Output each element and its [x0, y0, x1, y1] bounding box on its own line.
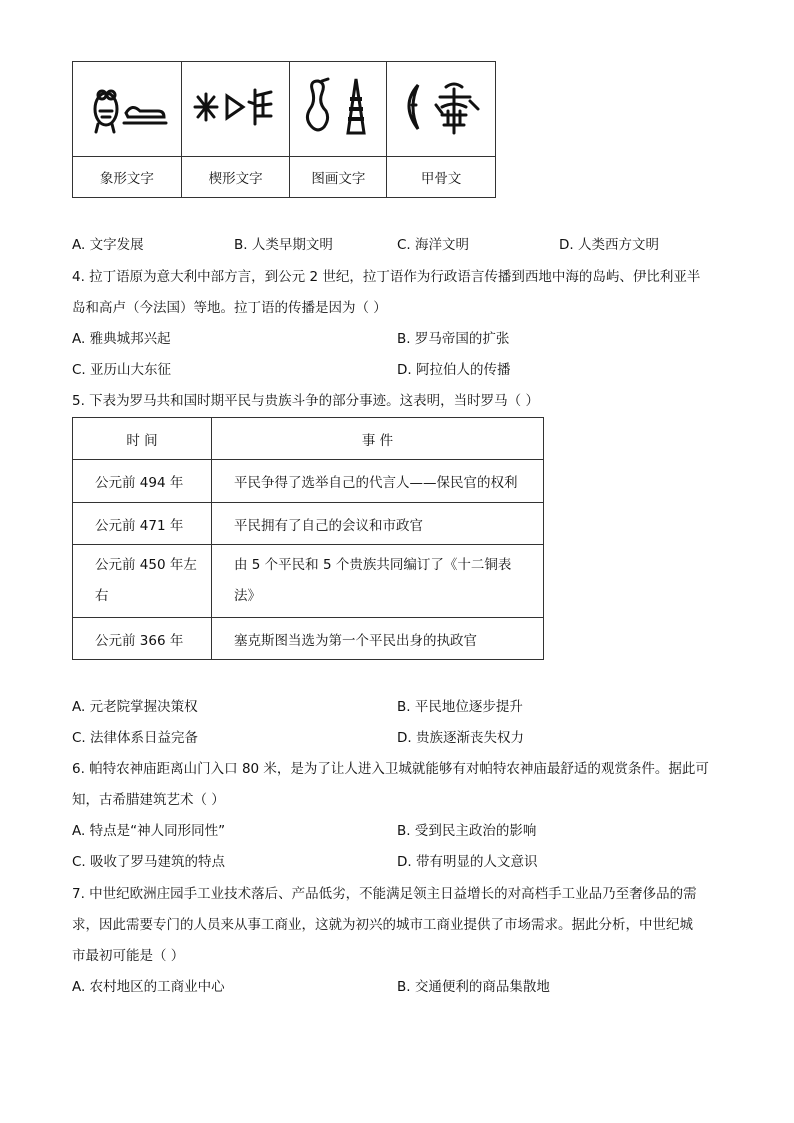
cuneiform-icon	[191, 82, 281, 132]
event-time	[73, 545, 212, 618]
table-row	[73, 618, 544, 660]
ancient-scripts-table	[72, 61, 496, 198]
event-time-line1: 公元前 450 年左	[95, 557, 197, 573]
q4-option-d[interactable]: D. 阿拉伯人的传播	[397, 362, 511, 378]
q4-option-b[interactable]: B. 罗马帝国的扩张	[397, 331, 510, 347]
q6-stem-line1: 6. 帕特农神庙距离山门入口 80 米，是为了让人进入卫城就能够有对帕特农神庙最舒适的观赏条件。据此可	[72, 761, 709, 777]
q3-option-a[interactable]: A. 文字发展	[72, 237, 144, 253]
q4-stem-line2: 岛和高卢（今法国）等地。拉丁语的传播是因为（ ）	[72, 300, 387, 316]
script-label: 楔形文字	[181, 157, 290, 198]
table-header-event: 事 件	[212, 418, 544, 460]
q6-option-a[interactable]: A. 特点是“神人同形同性”	[72, 823, 226, 839]
event-time: 公元前 471 年	[73, 503, 212, 545]
event-desc: 平民争得了选举自己的代言人——保民官的权利	[212, 460, 544, 503]
q5-stem: 5. 下表为罗马共和国时期平民与贵族斗争的部分事迹。这表明，当时罗马（ ）	[72, 393, 539, 409]
q3-option-d[interactable]: D. 人类西方文明	[559, 237, 659, 253]
table-row	[73, 460, 544, 503]
q6-stem-line2: 知，古希腊建筑艺术（ ）	[72, 792, 225, 808]
q7-stem-line2: 求，因此需要专门的人员来从事工商业，这就为初兴的城市工商业提供了市场需求。据此分析，中世纪城	[72, 917, 693, 933]
oracle-bone-icon	[396, 75, 486, 139]
hieroglyph-image	[73, 62, 182, 157]
table-row	[73, 503, 544, 545]
q7-stem-line3: 市最初可能是（ ）	[72, 948, 185, 964]
event-desc: 塞克斯图当选为第一个平民出身的执政官	[212, 618, 544, 660]
event-desc-line1: 由 5 个平民和 5 个贵族共同编订了《十二铜表	[234, 557, 512, 573]
table-header-time: 时 间	[73, 418, 212, 460]
q3-option-b[interactable]: B. 人类早期文明	[234, 237, 333, 253]
owl-hieroglyph-icon	[82, 77, 172, 137]
script-label: 象形文字	[73, 157, 182, 198]
q5-option-a[interactable]: A. 元老院掌握决策权	[72, 699, 198, 715]
event-desc	[212, 545, 544, 618]
q7-option-a[interactable]: A. 农村地区的工商业中心	[72, 979, 225, 995]
table-row	[73, 545, 544, 618]
oracle-bone-image	[387, 62, 496, 157]
q6-option-c[interactable]: C. 吸收了罗马建筑的特点	[72, 854, 226, 870]
q5-option-b[interactable]: B. 平民地位逐步提升	[397, 699, 523, 715]
q5-option-d[interactable]: D. 贵族逐渐丧失权力	[397, 730, 524, 746]
roman-events-table	[72, 417, 544, 660]
q7-option-b[interactable]: B. 交通便利的商品集散地	[397, 979, 550, 995]
q7-stem-line1: 7. 中世纪欧洲庄园手工业技术落后、产品低劣，不能满足领主日益增长的对高档手工业品乃至奢侈品的需	[72, 886, 697, 902]
event-desc: 平民拥有了自己的会议和市政官	[212, 503, 544, 545]
cuneiform-image	[181, 62, 290, 157]
pictograph-image	[290, 62, 387, 157]
q4-option-a[interactable]: A. 雅典城邦兴起	[72, 331, 171, 347]
pictograph-icon	[298, 75, 378, 139]
q4-stem-line1: 4. 拉丁语原为意大利中部方言，到公元 2 世纪，拉丁语作为行政语言传播到西地中海的岛屿、伊比利亚半	[72, 269, 701, 285]
q6-option-b[interactable]: B. 受到民主政治的影响	[397, 823, 537, 839]
q3-option-c[interactable]: C. 海洋文明	[397, 237, 470, 253]
event-time: 公元前 494 年	[73, 460, 212, 503]
event-time-line2: 右	[95, 588, 109, 604]
event-desc-line2: 法》	[234, 588, 261, 604]
q6-option-d[interactable]: D. 带有明显的人文意识	[397, 854, 538, 870]
q4-option-c[interactable]: C. 亚历山大东征	[72, 362, 172, 378]
q5-option-c[interactable]: C. 法律体系日益完备	[72, 730, 199, 746]
event-time: 公元前 366 年	[73, 618, 212, 660]
script-label: 图画文字	[290, 157, 387, 198]
script-label: 甲骨文	[387, 157, 496, 198]
